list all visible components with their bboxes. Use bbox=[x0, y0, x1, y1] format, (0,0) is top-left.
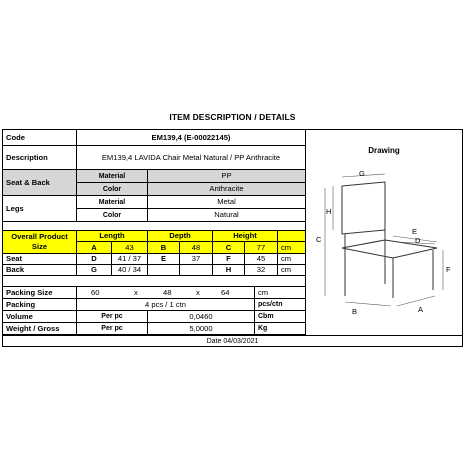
seat-label: Seat bbox=[2, 253, 77, 265]
packing-label: Packing bbox=[2, 298, 77, 311]
legs-color-label: Color bbox=[76, 208, 148, 222]
height-header: Height bbox=[212, 230, 278, 242]
volume-per: Per pc bbox=[76, 310, 148, 323]
dim-f-letter: F bbox=[212, 253, 245, 265]
legs-material: Metal bbox=[147, 195, 306, 209]
chair-drawing bbox=[305, 168, 463, 318]
dim-letter-g: G bbox=[359, 169, 365, 178]
dim-d-value: 41 / 37 bbox=[111, 253, 148, 265]
dim-c-letter: C bbox=[212, 241, 245, 254]
weight-unit: Kg bbox=[254, 322, 306, 335]
dim-e-value: 37 bbox=[179, 253, 213, 265]
volume-value: 0,0460 bbox=[147, 310, 255, 323]
size-text: Size bbox=[31, 242, 48, 251]
page-title: ITEM DESCRIPTION / DETAILS bbox=[169, 112, 296, 122]
packing-unit: pcs/ctn bbox=[254, 298, 306, 311]
date-footer: Date 04/03/2021 bbox=[2, 335, 463, 347]
dim-letter-f: F bbox=[446, 265, 451, 274]
seat-back-color-label: Color bbox=[76, 182, 148, 196]
packing-dim-3: 64 bbox=[221, 287, 230, 297]
legs-color: Natural bbox=[147, 208, 306, 222]
dim-letter-h: H bbox=[326, 207, 332, 216]
legs-label: Legs bbox=[2, 195, 77, 222]
overall-product-label bbox=[2, 230, 77, 254]
packing-dim-1: 60 bbox=[91, 287, 100, 297]
dim-letter-b: B bbox=[352, 307, 358, 316]
volume-label: Volume bbox=[2, 310, 77, 323]
packing-size-unit: cm bbox=[254, 286, 306, 299]
overall-product-text: Overall Product bbox=[11, 232, 68, 242]
dim-c-value: 77 bbox=[244, 241, 278, 254]
dim-letter-d: D bbox=[415, 236, 421, 245]
back-unit: cm bbox=[277, 264, 306, 276]
dim-h-letter: H bbox=[212, 264, 245, 276]
seat-back-material-label: Material bbox=[76, 169, 148, 183]
dim-a-letter: A bbox=[76, 241, 112, 254]
seat-unit: cm bbox=[277, 253, 306, 265]
weight-per: Per pc bbox=[76, 322, 148, 335]
depth-header: Depth bbox=[147, 230, 213, 242]
packing-x-2: x bbox=[196, 287, 200, 297]
dim-e-letter: E bbox=[147, 253, 180, 265]
dim-a-value: 43 bbox=[111, 241, 148, 254]
packing-size-label: Packing Size bbox=[2, 286, 77, 299]
dim-g-value: 40 / 34 bbox=[111, 264, 148, 276]
length-header: Length bbox=[76, 230, 148, 242]
dim-unit: cm bbox=[277, 241, 306, 254]
drawing-label: Drawing bbox=[368, 146, 400, 155]
dim-b-value: 48 bbox=[179, 241, 213, 254]
legs-material-label: Material bbox=[76, 195, 148, 209]
back-label: Back bbox=[2, 264, 77, 276]
seat-back-label: Seat & Back bbox=[2, 169, 77, 196]
weight-value: 5,0000 bbox=[147, 322, 255, 335]
packing-x-1: x bbox=[134, 287, 138, 297]
packing-dim-2: 48 bbox=[163, 287, 172, 297]
code-label: Code bbox=[2, 129, 77, 146]
seat-back-material: PP bbox=[147, 169, 306, 183]
packing-value: 4 pcs / 1 ctn bbox=[76, 298, 255, 311]
dim-letter-e: E bbox=[412, 227, 418, 236]
dim-f-value: 45 bbox=[244, 253, 278, 265]
code-value: EM139,4 (E-00022145) bbox=[76, 129, 306, 146]
seat-back-color: Anthracite bbox=[147, 182, 306, 196]
dim-g-letter: G bbox=[76, 264, 112, 276]
dim-letter-a: A bbox=[418, 305, 424, 314]
dim-d-letter: D bbox=[76, 253, 112, 265]
dim-b-letter: B bbox=[147, 241, 180, 254]
dim-letter-c: C bbox=[316, 235, 322, 244]
description-label: Description bbox=[2, 145, 77, 170]
volume-unit: Cbm bbox=[254, 310, 306, 323]
description-value: EM139,4 LAVIDA Chair Metal Natural / PP Anthracite bbox=[76, 145, 306, 170]
weight-label: Weight / Gross bbox=[2, 322, 77, 335]
dim-h-value: 32 bbox=[244, 264, 278, 276]
